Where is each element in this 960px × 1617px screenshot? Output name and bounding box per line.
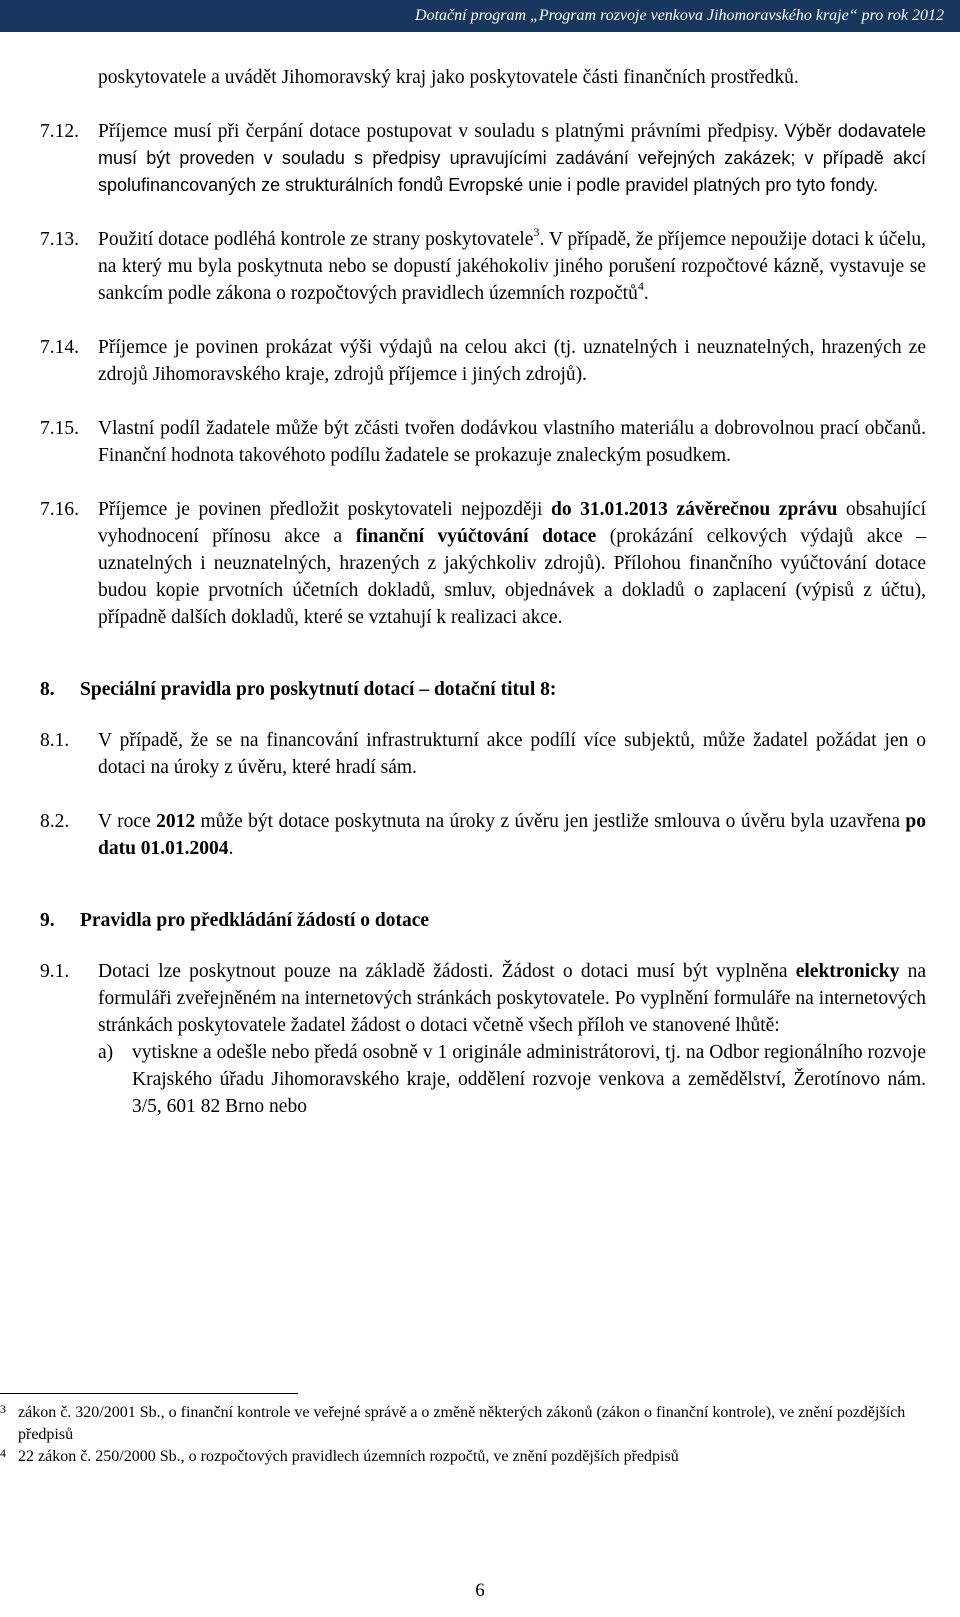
footnote-3: 3 zákon č. 320/2001 Sb., o finanční kontrole ve veřejné správě a o změně některých zákonů (zákon o finanční kontrole), ve znění pozdějších předpisů [0,1402,906,1443]
continued-paragraph: poskytovatele a uvádět Jihomoravský kraj jako poskytovatele části finančních prostředků. [98,67,799,88]
document-body [40,64,926,1120]
item-number: 9.1. [40,961,70,982]
item-number: 7.15. [40,418,79,439]
footnote-ref-4: 4 [637,278,644,293]
item-7-14 [40,334,926,388]
footnote-separator [0,1393,298,1394]
footnotes [0,1402,935,1468]
item-9-1 [40,958,926,1120]
running-header: Dotační program „Program rozvoje venkova Jihomoravského kraje“ pro rok 2012 [0,0,960,32]
item-number: 8.2. [40,811,70,832]
item-7-16 [40,496,926,631]
item-7-12 [40,118,926,199]
item-number: 8.1. [40,730,70,751]
item-text: Použití dotace podléhá kontrole ze strany poskytovatele$^3$. V případě, že příjemce nepoužije dotaci k účelu, na který mu byla poskytnuta nebo se dopustí jakéhokoliv jiného porušení rozpočtové kázně, vystavuje se sankcím podle zákona o rozpočtových pravidlech územních rozpočtů$^4$. [98,224,927,304]
section-9-heading: 9. Pravidla pro předkládání žádostí o dotace [40,910,430,931]
item-number: 7.13. [40,229,79,250]
page-number: 6 [475,1580,485,1601]
sub-item-a: a) vytiskne a odešle nebo předá osobně v 1 originále administrátorovi, tj. na Odbor regionálního rozvoje Krajského úřadu Jihomoravského kraje, oddělení rozvoje venkova a zemědělství, Žerotínovo nám. 3/5, 601 82 Brno nebo [98,1042,926,1117]
item-text: Příjemce musí při čerpání dotace postupovat v souladu s platnými právními předpisy. Výběr dodavatele musí být proveden v souladu s předpisy upravujícími zadávání veřejných zakázek; v případě akcí spolufinancovaných ze strukturálních fondů Evropské unie i podle pravidel platných pro tyto fondy. [98,121,926,195]
item-text: V roce 2012 může být dotace poskytnuta na úroky z úvěru jen jestliže smlouva o úvěru byla uzavřena po datu 01.01.2004. [98,811,926,859]
item-8-1 [40,727,926,781]
footnote-4: 4 22 zákon č. 250/2000 Sb., o rozpočtových pravidlech územních rozpočtů, ve znění pozdějších předpisů [0,1446,679,1465]
item-text: Příjemce je povinen prokázat výši výdajů na celou akci (tj. uznatelných i neuznatelných, hrazených ze zdrojů Jihomoravského kraje, zdrojů příjemce i jiných zdrojů). [98,337,926,385]
item-8-2 [40,808,926,862]
item-text: V případě, že se na financování infrastrukturní akce podílí více subjektů, může žadatel požádat jen o dotaci na úroky z úvěru, které hradí sám. [98,730,926,778]
item-text: Vlastní podíl žadatele může být zčásti tvořen dodávkou vlastního materiálu a dobrovolnou prací občanů. Finanční hodnota takovéhoto podílu žadatele se prokazuje znaleckým posudkem. [98,418,926,466]
item-number: 7.16. [40,499,79,520]
item-number: 7.12. [40,121,79,142]
item-text: Příjemce je povinen předložit poskytovateli nejpozději do 31.01.2013 závěrečnou zprávu obsahující vyhodnocení přínosu akce a finanční vyúčtování dotace (prokázání celkových výdajů akce – uznatelných i neuznatelných, hrazených z jakýchkoliv zdrojů). Přílohou finančního vyúčtování dotace budou kopie prvotních účetních dokladů, smluv, objednávek a dokladů o zaplacení (výpisů z účtu), případně dalších dokladů, které se vztahují k realizaci akce. [98,499,926,628]
item-7-13 [40,226,926,307]
item-text: Dotaci lze poskytnout pouze na základě žádosti. Žádost o dotaci musí být vyplněna elektronicky na formuláři zveřejněném na internetových stránkách poskytovatele. Po vyplnění formuláře na internetových stránkách poskytovatele žadatel žádost o dotaci včetně všech příloh ve stanovené lhůtě: a) vytiskne a odešle nebo předá osobně v 1 originále administrátorovi, tj. na Odbor regionálního rozvoje Krajského úřadu Jihomoravského kraje, oddělení rozvoje venkova a zemědělství, Žerotínovo nám. 3/5, 601 82 Brno nebo [98,958,926,1120]
item-7-15 [40,415,926,469]
footnote-ref-3: 3 [533,224,540,239]
item-number: 7.14. [40,337,79,358]
section-8-heading: 8. Speciální pravidla pro poskytnutí dotací – dotační titul 8: [40,679,557,700]
